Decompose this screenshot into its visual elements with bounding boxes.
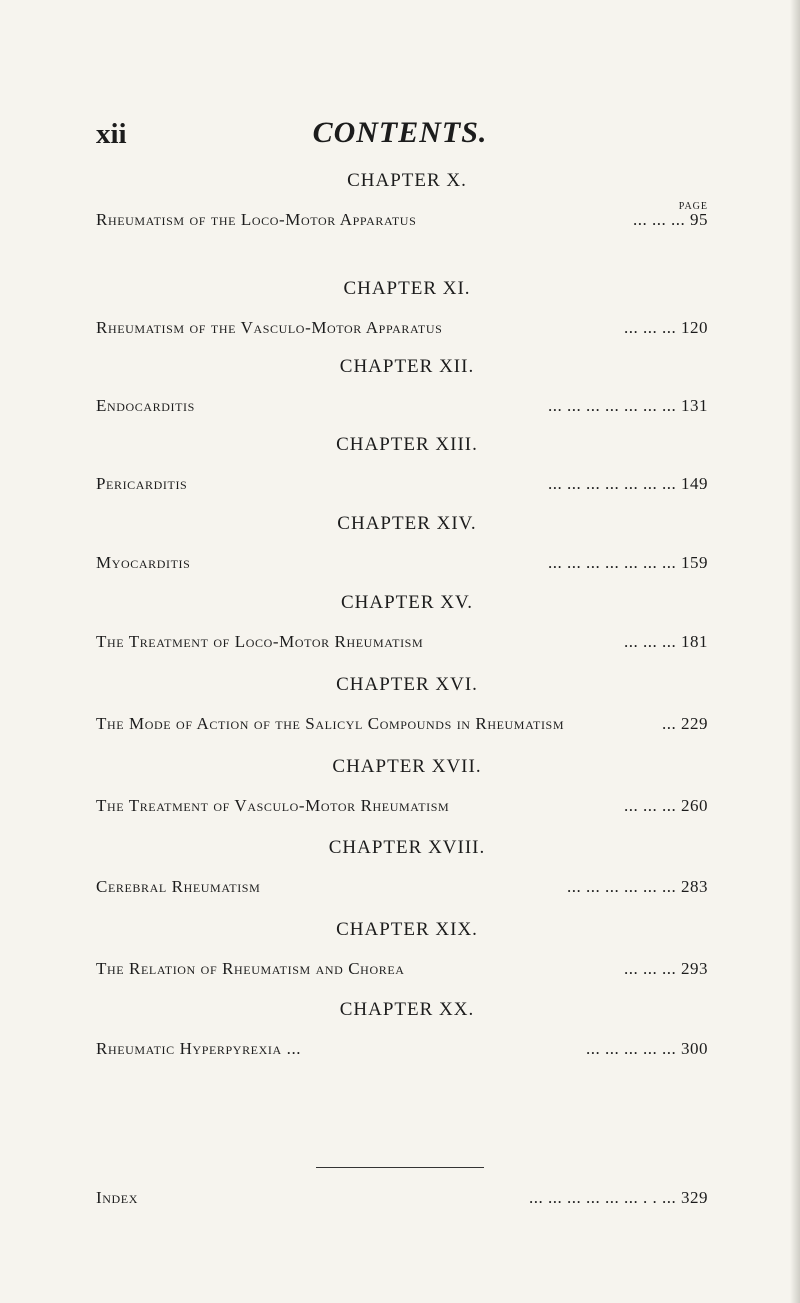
leader-dots: ... [662, 714, 677, 733]
entry-page-number: 95 [690, 210, 708, 229]
chapter-xix [96, 919, 708, 979]
toc-entry[interactable] [96, 318, 708, 338]
entry-page-number: 260 [681, 796, 708, 815]
entry-page-number: 293 [681, 959, 708, 978]
leader-dots: ... ... ... ... ... [586, 1039, 677, 1058]
chapter-xx [96, 999, 708, 1059]
toc-entry[interactable] [96, 210, 708, 230]
entry-title: Myocarditis [96, 553, 191, 572]
entry-page-number: 181 [681, 632, 708, 651]
entry-page-number: 283 [681, 877, 708, 896]
page-column-label: PAGE [678, 201, 708, 212]
leader-dots: ... ... ... ... ... ... ... [548, 553, 677, 572]
entry-title: The Treatment of Loco-Motor Rheumatism [96, 632, 424, 651]
chapter-xvii [96, 756, 708, 816]
chapter-heading: CHAPTER XV. [340, 592, 474, 613]
chapter-heading: CHAPTER XI. [343, 278, 471, 299]
chapter-xv [96, 592, 708, 652]
chapter-x [96, 170, 708, 230]
chapter-heading: CHAPTER XVII. [332, 756, 482, 777]
page-number: xii [96, 118, 127, 150]
leader-dots: ... ... ... ... ... ... ... [548, 474, 677, 493]
entry-title: Rheumatism of the Loco-Motor Apparatus [96, 210, 417, 229]
chapter-heading: CHAPTER XII. [339, 356, 475, 377]
entry-page-number: 329 [681, 1188, 708, 1207]
chapter-heading: CHAPTER X. [347, 170, 467, 191]
chapter-xvi [96, 674, 708, 734]
leader-dots: ... ... ... [624, 318, 677, 337]
entry-title: The Relation of Rheumatism and Chorea [96, 959, 405, 978]
toc-entry[interactable] [96, 632, 708, 652]
toc-entry[interactable] [96, 796, 708, 816]
entry-title: Cerebral Rheumatism [96, 877, 261, 896]
toc-entry[interactable] [96, 396, 708, 416]
entry-page-number: 149 [681, 474, 708, 493]
chapter-xi [96, 278, 708, 338]
chapter-xii [96, 356, 708, 416]
section-divider [316, 1167, 484, 1168]
entry-title: Endocarditis [96, 396, 195, 415]
chapter-xviii [96, 837, 708, 897]
leader-dots: ... ... ... [624, 959, 677, 978]
toc-entry[interactable] [96, 959, 708, 979]
leader-dots: ... ... ... [624, 796, 677, 815]
chapter-heading: CHAPTER XVIII. [328, 837, 486, 858]
entry-title: Rheumatic Hyperpyrexia ... [96, 1039, 302, 1058]
toc-entry[interactable] [96, 877, 708, 897]
chapter-heading: CHAPTER XIX. [336, 919, 478, 940]
entry-page-number: 131 [681, 396, 708, 415]
chapter-xiv [96, 513, 708, 573]
index-entry[interactable] [96, 1188, 708, 1208]
entry-title: Rheumatism of the Vasculo-Motor Apparatus [96, 318, 443, 337]
toc-entry[interactable] [96, 553, 708, 573]
entry-page-number: 159 [681, 553, 708, 572]
chapter-heading: CHAPTER XIII. [336, 434, 478, 455]
chapter-heading: CHAPTER XIV. [337, 513, 477, 534]
chapter-xiii [96, 434, 708, 494]
entry-page-number: 300 [681, 1039, 708, 1058]
leader-dots: ... ... ... [624, 632, 677, 651]
entry-page-number: 120 [681, 318, 708, 337]
entry-title: Index [96, 1188, 138, 1207]
toc-entry[interactable] [96, 714, 708, 734]
leader-dots: ... ... ... ... ... ... ... [548, 396, 677, 415]
leader-dots: ... ... ... ... ... ... . . ... [529, 1188, 677, 1207]
running-head: CONTENTS. [312, 116, 488, 149]
page-edge-shadow [790, 0, 800, 1303]
chapter-heading: CHAPTER XVI. [336, 674, 478, 695]
entry-title: The Mode of Action of the Salicyl Compounds in Rheumatism [96, 714, 565, 733]
toc-entry[interactable] [96, 474, 708, 494]
toc-entry[interactable] [96, 1039, 708, 1059]
leader-dots: ... ... ... ... ... ... [567, 877, 677, 896]
entry-title: The Treatment of Vasculo-Motor Rheumatism [96, 796, 450, 815]
entry-title: Pericarditis [96, 474, 188, 493]
chapter-heading: CHAPTER XX. [339, 999, 475, 1020]
entry-page-number: 229 [681, 714, 708, 733]
leader-dots: ... ... ... [633, 210, 686, 229]
